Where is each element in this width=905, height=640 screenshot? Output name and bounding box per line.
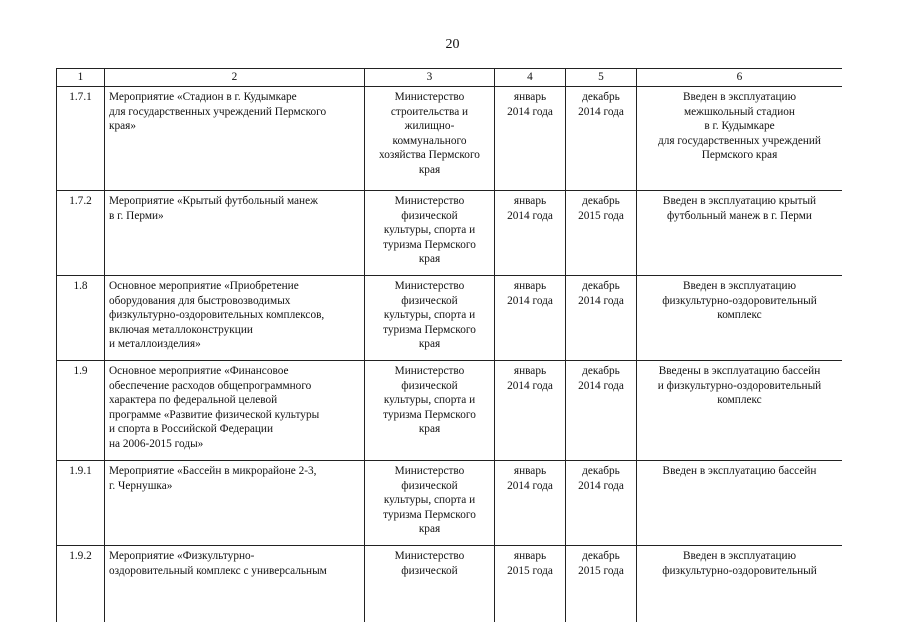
row-number: 1.9.2: [69, 550, 92, 562]
end-date: декабрь 2014 года: [578, 365, 624, 392]
start-date-cell: [495, 276, 566, 361]
row-number: 1.9.1: [69, 465, 92, 477]
executor-cell: [365, 361, 495, 461]
start-date: январь 2014 года: [507, 91, 553, 118]
table-row: [57, 546, 843, 623]
result-cell: [637, 191, 843, 276]
measure-name: Мероприятие «Физкультурно- оздоровительный комплекс с универсальным: [109, 550, 327, 577]
executor: Министерство физической: [394, 550, 465, 577]
table-row: [57, 191, 843, 276]
result-cell: [637, 87, 843, 191]
executor: Министерство строительства и жилищно- коммунального хозяйства Пермского края: [379, 91, 480, 176]
measure-name-cell: [105, 546, 365, 623]
expected-result: Введен в эксплуатацию бассейн: [662, 465, 817, 477]
start-date: январь 2014 года: [507, 280, 553, 307]
result-cell: [637, 361, 843, 461]
end-date: декабрь 2014 года: [578, 465, 624, 492]
expected-result: Введены в эксплуатацию бассейн и физкультурно-оздоровительный комплекс: [657, 365, 822, 407]
end-date: декабрь 2014 года: [578, 91, 624, 118]
row-number-cell: [57, 191, 105, 276]
measure-name-cell: [105, 276, 365, 361]
row-number-cell: [57, 361, 105, 461]
executor: Министерство физической культуры, спорта и туризма Пермского края: [383, 195, 476, 266]
end-date-cell: [566, 276, 637, 361]
row-number-cell: [57, 546, 105, 623]
table-row: [57, 361, 843, 461]
start-date: январь 2014 года: [507, 465, 553, 492]
page-number: 20: [445, 37, 460, 52]
header-cell-col-3: 3: [365, 69, 495, 87]
measure-name-cell: [105, 191, 365, 276]
executor: Министерство физической культуры, спорта и туризма Пермского края: [383, 465, 476, 536]
start-date-cell: [495, 191, 566, 276]
expected-result: Введен в эксплуатацию физкультурно-оздоровительный: [662, 550, 817, 577]
executor-cell: [365, 87, 495, 191]
end-date: декабрь 2014 года: [578, 280, 624, 307]
start-date-cell: [495, 361, 566, 461]
measures-table-container: [56, 68, 842, 622]
expected-result: Введен в эксплуатацию крытый футбольный манеж в г. Перми: [662, 195, 817, 222]
result-cell: [637, 276, 843, 361]
executor-cell: [365, 191, 495, 276]
executor-cell: [365, 276, 495, 361]
table-header-row: [57, 69, 843, 87]
row-number: 1.7.2: [69, 195, 92, 207]
header-cell-col-4: 4: [495, 69, 566, 87]
end-date: декабрь 2015 года: [578, 550, 624, 577]
measure-name-cell: [105, 461, 365, 546]
row-number: 1.8: [73, 280, 88, 292]
start-date-cell: [495, 87, 566, 191]
row-number: 1.9: [73, 365, 88, 377]
measure-name: Мероприятие «Крытый футбольный манеж в г. Перми»: [109, 195, 318, 222]
header-cell-col-2: 2: [105, 69, 365, 87]
row-number-cell: [57, 461, 105, 546]
start-date: январь 2014 года: [507, 195, 553, 222]
measure-name-cell: [105, 361, 365, 461]
start-date: январь 2014 года: [507, 365, 553, 392]
measure-name-cell: [105, 87, 365, 191]
measures-table: [56, 68, 842, 622]
end-date-cell: [566, 191, 637, 276]
measure-name: Мероприятие «Стадион в г. Кудымкаре для государственных учреждений Пермского края»: [109, 91, 327, 133]
table-row: [57, 276, 843, 361]
header-cell-col-1: 1: [57, 69, 105, 87]
result-cell: [637, 461, 843, 546]
expected-result: Введен в эксплуатацию физкультурно-оздоровительный комплекс: [662, 280, 817, 322]
executor-cell: [365, 546, 495, 623]
row-number-cell: [57, 87, 105, 191]
measure-name: Основное мероприятие «Финансовое обеспечение расходов общепрограммного характера по федеральной целевой программе «Развитие физической культуры и спорта в Российской Федерации на 2006-2015 годы»: [109, 365, 320, 450]
measure-name: Основное мероприятие «Приобретение оборудования для быстровозводимых физкультурно-оздоровительных комплексов, включая металлоконструкции и металлоизделия»: [109, 280, 325, 351]
start-date-cell: [495, 461, 566, 546]
expected-result: Введен в эксплуатацию межшкольный стадион в г. Кудымкаре для государственных учреждений Пермского края: [658, 91, 821, 162]
table-row: [57, 87, 843, 191]
end-date: декабрь 2015 года: [578, 195, 624, 222]
executor-cell: [365, 461, 495, 546]
table-row: [57, 461, 843, 546]
end-date-cell: [566, 546, 637, 623]
start-date: январь 2015 года: [507, 550, 553, 577]
executor: Министерство физической культуры, спорта и туризма Пермского края: [383, 365, 476, 436]
end-date-cell: [566, 87, 637, 191]
header-cell-col-6: 6: [637, 69, 843, 87]
header-cell-col-5: 5: [566, 69, 637, 87]
row-number-cell: [57, 276, 105, 361]
measure-name: Мероприятие «Бассейн в микрорайоне 2-3, г. Чернушка»: [109, 465, 317, 492]
end-date-cell: [566, 361, 637, 461]
start-date-cell: [495, 546, 566, 623]
executor: Министерство физической культуры, спорта и туризма Пермского края: [383, 280, 476, 351]
row-number: 1.7.1: [69, 91, 92, 103]
end-date-cell: [566, 461, 637, 546]
result-cell: [637, 546, 843, 623]
